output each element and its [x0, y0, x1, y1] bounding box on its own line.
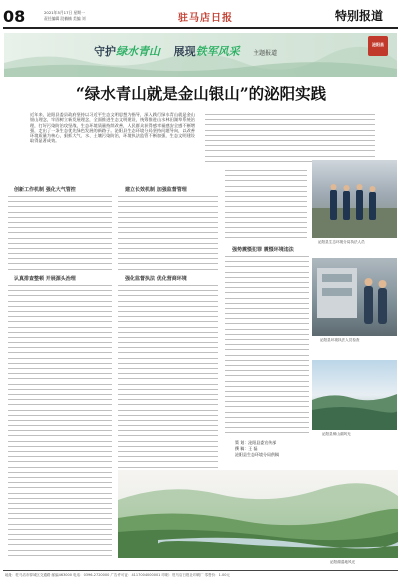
section-heading-5: 强势震慑犯罪 震慑环境违法 — [232, 247, 294, 253]
column1-text-b — [8, 285, 112, 565]
theme-banner — [4, 33, 397, 77]
county-badge-text: 泌阳县 — [372, 42, 384, 47]
editor-line: 责任编辑 段楠楠 美编 刘 — [44, 16, 86, 21]
note-line-1: 策 划：泌阳县委宣传部 — [235, 440, 277, 445]
photo-inspection — [312, 258, 397, 336]
photo-lake-caption: 泌阳县铜山湖风光 — [322, 432, 351, 436]
column3-text-a — [225, 170, 307, 240]
section-heading-4: 强化监督执法 优化营商环境 — [125, 276, 187, 282]
page-number: 08 — [3, 7, 26, 26]
date-line: 2021年5月17日 星期一 — [44, 10, 85, 15]
section-heading-3: 建立长效机制 加强监督管理 — [125, 187, 187, 193]
editor-note-box — [235, 440, 305, 466]
headline: “绿水青山就是金山银山”的泌阳实践 — [75, 84, 327, 103]
column2-text-a — [118, 196, 218, 271]
photo-officers-caption: 泌阳县生态环境分局执法人员 — [318, 240, 365, 244]
footer-rule — [3, 570, 398, 571]
banner-sub: 主题报道 — [253, 50, 278, 57]
note-line-2: 撰 稿：王 磊 — [235, 446, 258, 451]
paper-name-logo: 驻马店日报 — [178, 13, 233, 24]
lead-paragraph: 近年来，泌阳县委县政府坚持以习近平生态文明思想为指导，深入践行绿水青山就是金山银山理念，牢固树立新发展理念，全面推进生态文明建设，统筹推进山水林田湖草系统治理，打好污染防治攻坚战，生态环境质量持续改善，人民群众获得感幸福感安全感不断增强，走出了一条生态优先绿色发展的新路子。泌阳县生态环境分局坚持问题导向，以改善环境质量为核心，狠抓大气、水、土壤污染防治，环境执法监管不断加强，生态文明建设取得显著成效。 — [30, 112, 195, 144]
photo-officers-image — [312, 160, 397, 238]
county-badge — [368, 36, 388, 56]
note-line-3: 泌阳县生态环境分局供稿 — [235, 452, 279, 457]
banner-part3: 展现 — [173, 45, 196, 58]
banner-title — [94, 40, 277, 59]
photo-wetland — [118, 470, 398, 558]
section-heading-1: 创新工作机制 强化大气管控 — [14, 187, 76, 193]
photo-inspection-caption: 泌阳县环境执法人员检查 — [320, 338, 360, 342]
banner-part1: 守护 — [94, 45, 116, 58]
photo-officers — [312, 160, 397, 238]
column3-text-b — [225, 256, 309, 436]
banner-part4: 铁军风采 — [195, 45, 240, 58]
column1-text-a — [8, 196, 112, 271]
photo-wetland-image — [118, 470, 398, 558]
photo-inspection-image — [312, 258, 397, 336]
footer-info: 地址：驻马店市驿城区交通路 邮编463000 电话：0396-2720000 广告许可证：4117004000001 印刷：驻马店日报社印刷厂 零售价：1.00元 — [5, 573, 230, 577]
header-rule — [3, 27, 398, 29]
photo-lake-image — [312, 360, 397, 430]
section-title: 特别报道 — [335, 9, 384, 23]
section-heading-2: 认真排查整顿 开展源头治理 — [14, 276, 76, 282]
photo-wetland-caption: 泌阳湖湿地风光 — [330, 560, 356, 564]
lead-text-right — [205, 114, 375, 164]
banner-part2: 绿水青山 — [116, 45, 160, 58]
photo-lake — [312, 360, 397, 430]
